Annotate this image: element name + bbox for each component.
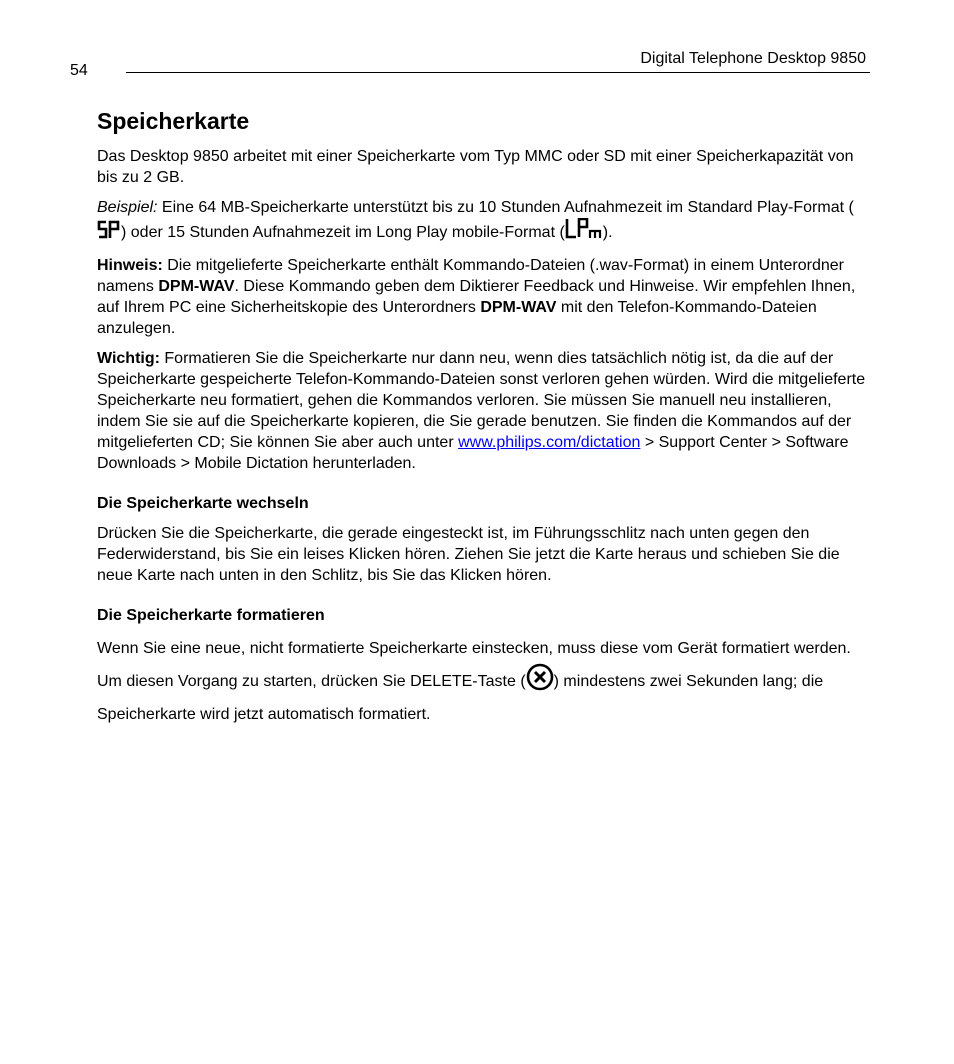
note-folder-1: DPM-WAV [158,278,235,295]
intro-paragraph: Das Desktop 9850 arbeitet mit einer Speicherkarte vom Typ MMC oder SD mit einer Speicherkapazität von bis zu 2 GB. [97,148,854,186]
example-text-1: Eine 64 MB-Speicherkarte unterstützt bis zu 10 Stunden Aufnahmezeit im Standard Play-Format ( [157,199,854,216]
note-text-3: mit den Telefon-Kommando-Dateien anzulegen. [97,299,817,337]
change-card-heading: Die Speicherkarte wechseln [97,495,309,512]
format-text-2: ) mindestens zwei Sekunden lang; die Speicherkarte wird jetzt automatisch formatiert. [97,673,824,723]
lpm-mode-icon [565,218,603,246]
example-text-3: ). [602,224,613,241]
important-text-1: Formatieren Sie die Speicherkarte nur dann neu, wenn dies tatsächlich nötig ist, da die auf der Speicherkarte gespeicherte Telefon-Kommando-Dateien sonst verloren gehen würden. Wird die mitgelieferte Speicherkarte neu formatiert, gehen die Kommandos verloren. Sie müssen Sie manuell neu installieren, indem Sie sie auf die Speicherkarte kopieren, die Sie gerade benutzen. Sie finden die Kommandos auf der mitgelieferten CD; Sie können Sie aber auch unter [97,350,866,451]
header-rule [126,72,870,73]
example-text-2: ) oder 15 Stunden Aufnahmezeit im Long Play mobile-Format ( [121,224,565,241]
important-text-2: > Support Center > Software Downloads > Mobile Dictation herunterladen. [97,434,849,472]
delete-key-icon [526,663,554,701]
note-text-2: . Diese Kommando geben dem Diktierer Feedback und Hinweise. Wir empfehlen Ihnen, auf Ihrem PC eine Sicherheitskopie des Unterordners [97,278,856,316]
important-paragraph [97,348,877,474]
sp-mode-icon [97,220,121,246]
page-content [97,106,877,738]
change-card-paragraph: Drücken Sie die Speicherkarte, die gerade eingesteckt ist, im Führungsschlitz nach unten gegen den Federwiderstand, bis Sie ein leises Klicken hören. Ziehen Sie jetzt die Karte heraus und schieben Sie die neue Karte nach unten in den Schlitz, bis Sie das Klicken hören. [97,525,840,584]
format-text-1: Wenn Sie eine neue, nicht formatierte Speicherkarte einstecken, muss diese vom Gerät formatiert werden. Um diesen Vorgang zu starten, drücken Sie DELETE-Taste ( [97,640,851,690]
format-card-heading: Die Speicherkarte formatieren [97,607,325,624]
page-number: 54 [70,62,88,79]
note-paragraph [97,255,877,339]
format-card-paragraph [97,635,877,729]
note-label: Hinweis: [97,257,163,274]
example-label: Beispiel: [97,199,158,216]
important-label: Wichtig: [97,350,160,367]
running-header-title: Digital Telephone Desktop 9850 [640,50,866,67]
example-paragraph [97,197,877,246]
section-heading: Speicherkarte [97,108,250,134]
note-text-1: Die mitgelieferte Speicherkarte enthält Kommando-Dateien (.wav-Format) in einem Unterordner namens [97,257,844,295]
note-folder-2: DPM-WAV [480,299,557,316]
philips-dictation-link[interactable]: www.philips.com/dictation [458,434,641,451]
